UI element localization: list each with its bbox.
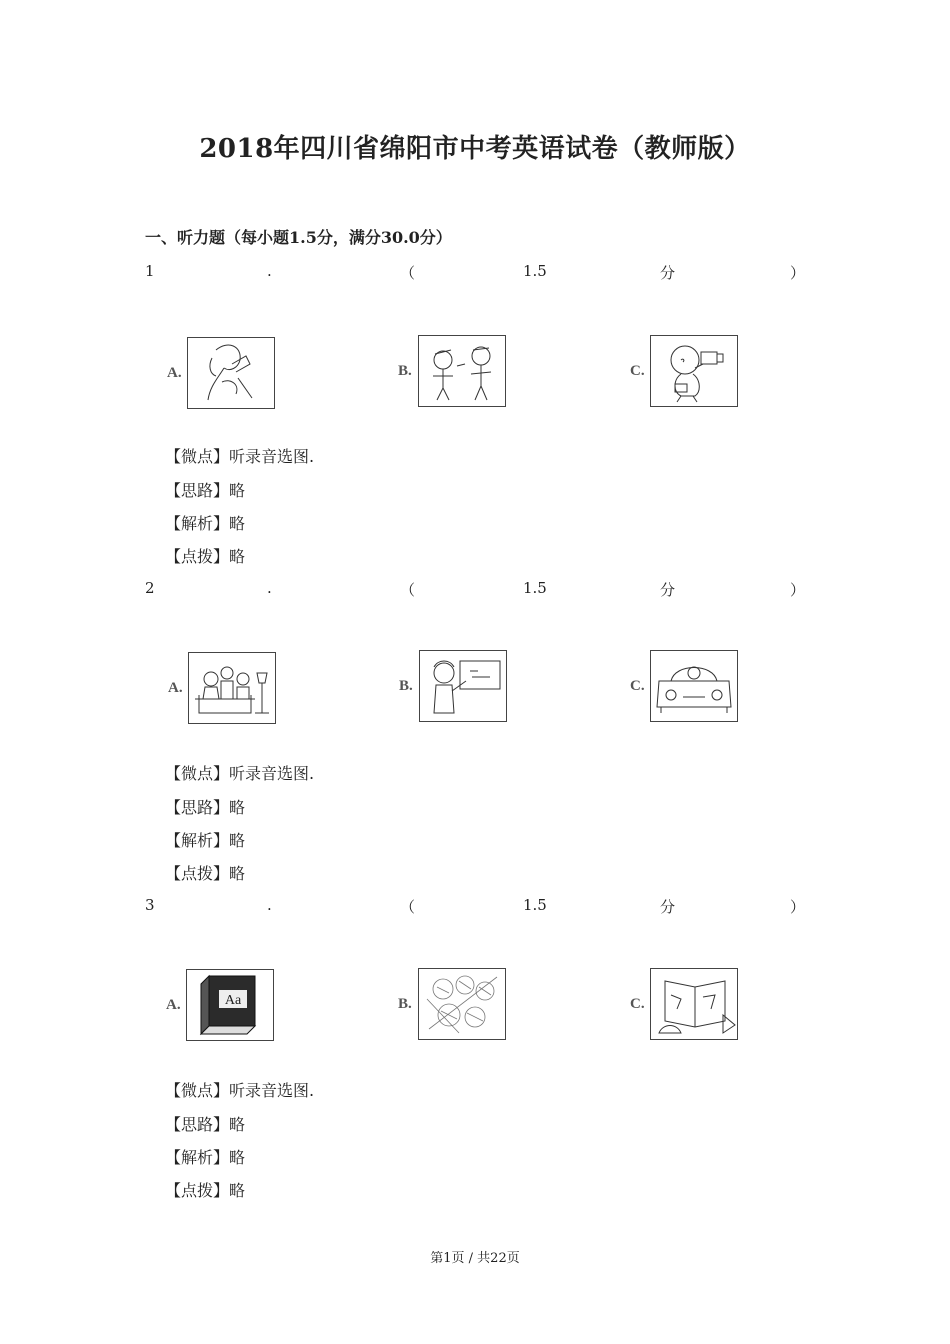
note-approach: 【思路】略 bbox=[165, 1115, 246, 1134]
option-letter: A. bbox=[167, 365, 182, 381]
person-drinking-icon bbox=[187, 337, 275, 409]
score-open-paren: （ bbox=[400, 264, 416, 282]
question-dot: . bbox=[267, 579, 272, 597]
question-2-line bbox=[145, 579, 806, 601]
score-value: 1.5 bbox=[523, 896, 547, 914]
option-letter: B. bbox=[399, 678, 413, 694]
option-3b[interactable] bbox=[398, 968, 558, 1048]
boy-with-camera-icon bbox=[650, 335, 738, 407]
page-title: 2018年四川省绵阳市中考英语试卷（教师版） bbox=[199, 134, 751, 164]
note-tips: 【点拨】略 bbox=[165, 1181, 246, 1200]
option-letter: C. bbox=[630, 363, 645, 379]
book-cover-text: Aa bbox=[224, 993, 242, 1008]
section-heading: 一、听力题（每小题1.5分，满分30.0分） bbox=[145, 228, 452, 247]
option-letter: B. bbox=[398, 996, 412, 1012]
note-analysis: 【解析】略 bbox=[165, 514, 246, 533]
option-letter: A. bbox=[168, 680, 183, 696]
score-close-paren: ） bbox=[790, 898, 806, 916]
option-letter: B. bbox=[398, 363, 412, 379]
note-analysis: 【解析】略 bbox=[165, 1148, 246, 1167]
note-tips: 【点拨】略 bbox=[165, 547, 246, 566]
score-unit: 分 bbox=[660, 264, 676, 282]
option-letter: A. bbox=[166, 997, 181, 1013]
option-2b[interactable] bbox=[399, 650, 559, 730]
score-close-paren: ） bbox=[790, 264, 806, 282]
question-number: 3 bbox=[145, 896, 155, 914]
option-letter: C. bbox=[630, 678, 645, 694]
teacher-at-board-icon bbox=[419, 650, 507, 722]
two-children-talking-icon bbox=[418, 335, 506, 407]
option-letter: C. bbox=[630, 996, 645, 1012]
question-number: 2 bbox=[145, 579, 155, 597]
score-open-paren: （ bbox=[400, 581, 416, 599]
man-driving-car-icon bbox=[650, 650, 738, 722]
option-3a[interactable] bbox=[166, 969, 326, 1049]
score-open-paren: （ bbox=[400, 898, 416, 916]
question-1-line bbox=[145, 262, 806, 284]
option-1b[interactable] bbox=[398, 335, 558, 415]
option-1a[interactable] bbox=[167, 337, 327, 417]
page-footer: 第1页 / 共22页 bbox=[430, 1251, 520, 1266]
note-micro-point: 【微点】听录音选图. bbox=[165, 447, 315, 466]
note-approach: 【思路】略 bbox=[165, 798, 246, 817]
score-close-paren: ） bbox=[790, 581, 806, 599]
question-3-line bbox=[145, 896, 806, 918]
score-unit: 分 bbox=[660, 898, 676, 916]
question-number: 1 bbox=[145, 262, 155, 280]
score-unit: 分 bbox=[660, 581, 676, 599]
option-2c[interactable] bbox=[630, 650, 790, 730]
score-value: 1.5 bbox=[523, 579, 547, 597]
option-1c[interactable] bbox=[630, 335, 790, 415]
note-tips: 【点拨】略 bbox=[165, 864, 246, 883]
note-approach: 【思路】略 bbox=[165, 481, 246, 500]
family-on-sofa-icon bbox=[188, 652, 276, 724]
question-dot: . bbox=[267, 896, 272, 914]
question-dot: . bbox=[267, 262, 272, 280]
photographs-icon bbox=[418, 968, 506, 1040]
option-2a[interactable] bbox=[168, 652, 328, 732]
note-micro-point: 【微点】听录音选图. bbox=[165, 1081, 315, 1100]
option-3c[interactable] bbox=[630, 968, 790, 1048]
dictionary-book-icon bbox=[186, 969, 274, 1041]
note-micro-point: 【微点】听录音选图. bbox=[165, 764, 315, 783]
note-analysis: 【解析】略 bbox=[165, 831, 246, 850]
map-and-ruler-icon bbox=[650, 968, 738, 1040]
score-value: 1.5 bbox=[523, 262, 547, 280]
